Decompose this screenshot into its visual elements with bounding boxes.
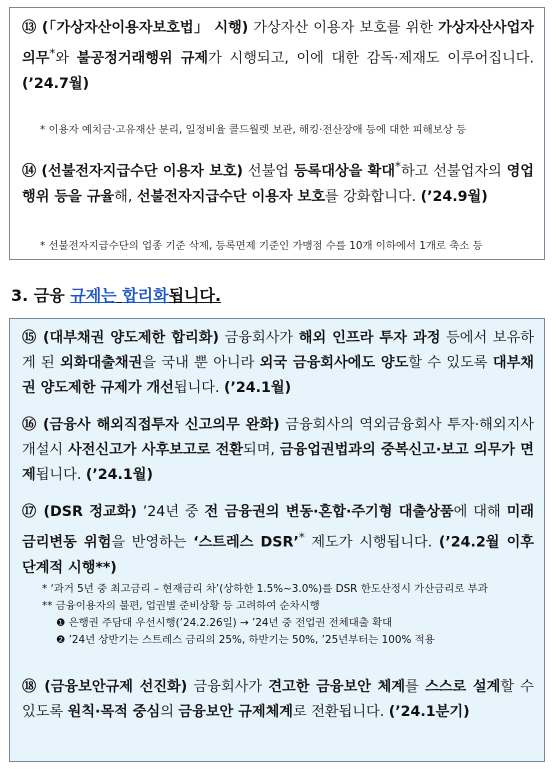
text: 로 전환됩니다. xyxy=(293,704,389,720)
emphasis: 불공정거래행위 규제 xyxy=(76,50,209,67)
footnotes-17 xyxy=(42,581,536,649)
emphasis: 등록대상을 확대 xyxy=(293,163,396,180)
item-18 xyxy=(22,675,534,725)
text: 을 국내 뿐 아니라 xyxy=(142,355,260,371)
emphasis: 선불전자지급수단 이용자 보호 xyxy=(136,188,325,205)
text: 선불업 xyxy=(243,163,294,180)
heading-suffix: 됩니다. xyxy=(168,286,222,305)
date: (’24.1월) xyxy=(85,467,153,483)
footnote-14: * 선불전자지급수단의 업종 기준 삭제, 등록면제 기준인 가맹점 수를 10개 이하에서 1개로 축소 등 xyxy=(40,240,483,252)
text: 하고 선불업자의 xyxy=(400,163,507,180)
item-16 xyxy=(22,413,534,488)
text: 의 xyxy=(160,704,179,720)
emphasis: 원칙·목적 중심 xyxy=(67,704,161,720)
date: (’24.9월) xyxy=(420,188,488,205)
policy-box-regulation xyxy=(9,318,545,762)
emphasis: 견고한 금융보안 체계 xyxy=(268,679,406,695)
text: 를 강화합니다. xyxy=(324,188,421,205)
text: 할 수 있도록 xyxy=(22,679,535,720)
footnote-mark: * xyxy=(395,159,401,173)
emphasis: 미래 금리변동 위험 xyxy=(22,504,534,551)
heading-keyword-1: 규제는 xyxy=(70,286,117,305)
item-number: ⑬ xyxy=(22,20,37,36)
text: 되며, xyxy=(243,442,280,458)
item-15 xyxy=(22,326,534,401)
text: 가 시행되고, 이에 대한 감독·제재도 이루어집니다. xyxy=(208,50,535,67)
item-number: ⑮ xyxy=(22,330,38,346)
emphasis: 영업행위 등을 규율 xyxy=(22,163,534,205)
emphasis: 외국 금융회사에도 양도 xyxy=(259,355,409,371)
date: (’24.1월) xyxy=(224,380,292,396)
emphasis: 해외 인프라 투자 과정 xyxy=(298,330,441,346)
text: 와 xyxy=(55,50,77,67)
heading-keyword-2: 합리화 xyxy=(122,286,169,305)
text: 가상자산 이용자 보호를 위한 xyxy=(248,20,439,36)
emphasis: ‘스트레스 DSR’ xyxy=(193,534,299,551)
date: (’24.2월 이후 단계적 시행**) xyxy=(22,534,535,576)
text: 를 xyxy=(405,679,426,695)
text: 할 수 있도록 xyxy=(408,355,493,371)
section-heading xyxy=(11,283,221,306)
item-title: (금융보안규제 선진화) xyxy=(44,679,188,695)
date: (’24.1분기) xyxy=(388,704,470,720)
footnote-mark: * xyxy=(49,46,56,60)
item-17 xyxy=(22,500,534,581)
item-14 xyxy=(22,154,534,210)
emphasis: 스스로 설계 xyxy=(425,679,501,695)
item-title: (금융사 해외직접투자 신고의무 완화) xyxy=(42,417,280,433)
emphasis: 사전신고가 사후보고로 전환 xyxy=(67,442,243,458)
emphasis: 가상자산사업자 의무 xyxy=(22,20,534,67)
emphasis: 외화대출채권 xyxy=(60,355,143,371)
date: (’24.7월) xyxy=(22,75,90,92)
policy-box-crypto-prepaid xyxy=(9,7,545,260)
text: 에 대해 xyxy=(453,504,507,520)
heading-prefix: 3. 금융 xyxy=(11,286,71,305)
text: 금융회사가 xyxy=(218,330,299,346)
footnote-line: ❶ 은행권 주담대 우선시행(’24.2.26일) → ’24년 중 전업권 전체대출 확대 xyxy=(56,617,393,629)
item-title: (DSR 정교화) xyxy=(43,504,137,520)
item-title: (「가상자산이용자보호법」 시행) xyxy=(41,20,249,36)
text: 해, xyxy=(114,188,137,205)
footnote-mark: * xyxy=(298,530,305,544)
text: 됩니다. xyxy=(35,467,86,483)
item-number: ⑱ xyxy=(22,679,38,695)
footnote-line: ** 금융이용자의 불편, 업권별 준비상황 등 고려하여 순차시행 xyxy=(42,600,320,612)
footnote-line: * ‘과거 5년 중 최고금리 – 현재금리 차’(상하한 1.5%~3.0%)를 DSR 한도산정시 가산금리로 부과 xyxy=(42,583,488,595)
item-number: ⑭ xyxy=(22,163,37,180)
text: 제도가 시행됩니다. xyxy=(304,534,439,551)
item-number: ⑯ xyxy=(22,417,38,433)
item-title: (선불전자지급수단 이용자 보호) xyxy=(41,163,244,180)
text: 등에서 보유하게 된 xyxy=(22,330,534,371)
text: ’24년 중 xyxy=(136,504,205,520)
text: 금융회사가 xyxy=(187,679,269,695)
emphasis: 금융업권법과의 중복신고·보고 의무가 면제 xyxy=(22,442,534,483)
text: 금융회사의 역외금융회사 투자·해외지사 개설시 xyxy=(22,417,534,458)
footnote-line: ❷ ’24년 상반기는 스트레스 금리의 25%, 하반기는 50%, ’25년부터는 100% 적용 xyxy=(56,634,435,646)
text: 을 반영하는 xyxy=(111,534,194,551)
emphasis: 대부채권 양도제한 규제가 개선 xyxy=(22,355,534,396)
emphasis: 전 금융권의 변동·혼합·주기형 대출상품 xyxy=(204,504,454,520)
footnote-13: * 이용자 예치금·고유재산 분리, 일정비율 콜드월렛 보관, 해킹·전산장애 등에 대한 피해보상 등 xyxy=(40,124,467,136)
item-number: ⑰ xyxy=(22,504,38,520)
item-title: (대부채권 양도제한 합리화) xyxy=(43,330,219,346)
emphasis: 금융보안 규제체계 xyxy=(178,704,294,720)
text: 됩니다. xyxy=(173,380,225,396)
item-13 xyxy=(22,16,534,97)
